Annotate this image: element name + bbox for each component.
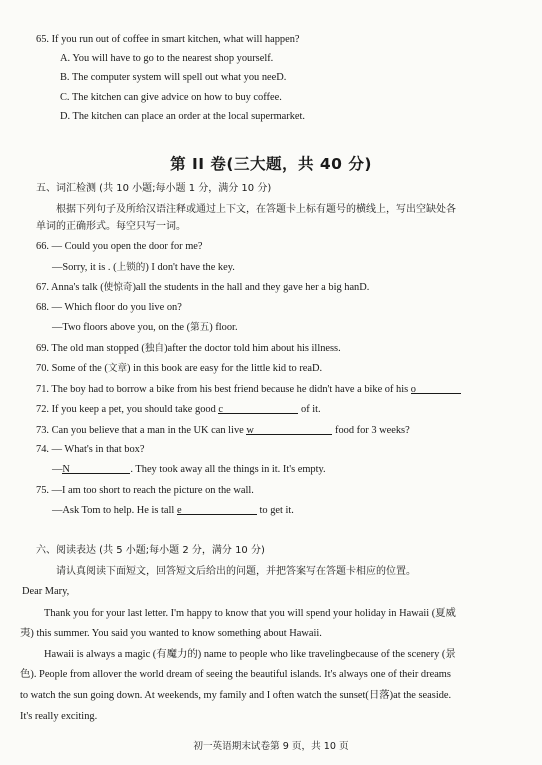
question-72-blank[interactable]: c [218,403,298,414]
question-75-answer-line: —Ask Tom to help. He is tall e to get it. [52,505,294,516]
question-74-blank[interactable]: N [62,463,130,474]
part-2-title: 第 II 卷(三大题，共 40 分) [170,155,372,173]
question-73: 73. Can you believe that a man in the UK can live w food for 3 weeks? [36,425,410,436]
question-65-option-d: D. The kitchen can place an order at the local supermarket. [60,111,306,122]
question-71: 71. The boy had to borrow a bike from his best friend because he didn't have a bike of his o [36,383,461,396]
section-5-heading: 五、词汇检测 (共 10 小题;每小题 1 分，满分 10 分) [36,183,272,194]
question-65-option-b: B. The computer system will spell out what you neeD. [60,72,287,83]
section-5-instruction-line-1: 根据下列句子及所给汉语注释或通过上下文，在答题卡上标有题号的横线上，写出空缺处各 [56,204,456,215]
question-66-answer-line: —Sorry, it is . (上锁的) I don't have the key. [52,262,235,273]
question-70: 70. Some of the (文章) in this book are easy for the little kid to reaD. [36,363,323,374]
letter-paragraph-2-line-1: Hawaii is always a magic (有魔力的) name to people who like travelingbecause of the scenery (景 [44,649,456,660]
page-footer: 初一英语期末试卷第 9 页，共 10 页 [193,741,349,752]
question-72: 72. If you keep a pet, you should take good c of it. [36,404,321,415]
question-68-prompt: 68. — Which floor do you live on? [36,302,182,313]
section-6-heading: 六、阅读表达 (共 5 小题;每小题 2 分，满分 10 分) [36,545,265,556]
letter-paragraph-2-line-2: 色). People from allover the world dream of seeing the beautiful islands. It's always one of their dreams [20,669,451,680]
question-75-blank[interactable]: e [177,504,257,515]
section-6-instruction: 请认真阅读下面短文，回答短文后给出的问题，并把答案写在答题卡相应的位置。 [56,566,416,577]
question-66-prompt: 66. — Could you open the door for me? [36,241,203,252]
question-74-prompt: 74. — What's in that box? [36,444,145,455]
question-74-answer-line: —N . They took away all the things in it. It's empty. [52,464,326,475]
question-65-option-c: C. The kitchen can give advice on how to buy coffee. [60,92,282,103]
question-68-answer-line: —Two floors above you, on the (第五) floor. [52,322,238,333]
question-71-blank[interactable]: o [411,383,461,394]
letter-paragraph-1-line-2: 夷) this summer. You said you wanted to know something about Hawaii. [20,628,322,639]
question-65-option-a: A. You will have to go to the nearest shop yourself. [60,53,274,64]
letter-paragraph-1-line-1: Thank you for your last letter. I'm happy to know that you will spend your holiday in Hawaii (夏威 [44,608,456,619]
question-73-blank[interactable]: w [246,424,332,435]
letter-paragraph-2-line-3: to watch the sun going down. At weekends, my family and I often watch the sunset(日落)at the seaside. [20,690,452,701]
question-75-prompt: 75. —I am too short to reach the picture on the wall. [36,485,254,496]
question-65-stem: 65. If you run out of coffee in smart kitchen, what will happen? [36,34,300,45]
question-69: 69. The old man stopped (独自)after the doctor told him about his illness. [36,343,341,354]
question-67: 67. Anna's talk (使惊奇)all the students in the hall and they gave her a big hanD. [36,282,370,293]
section-5-instruction-line-2: 单词的正确形式。每空只写一词。 [36,221,186,232]
letter-paragraph-2-line-4: It's really exciting. [20,711,98,722]
letter-salutation: Dear Mary, [22,586,70,597]
